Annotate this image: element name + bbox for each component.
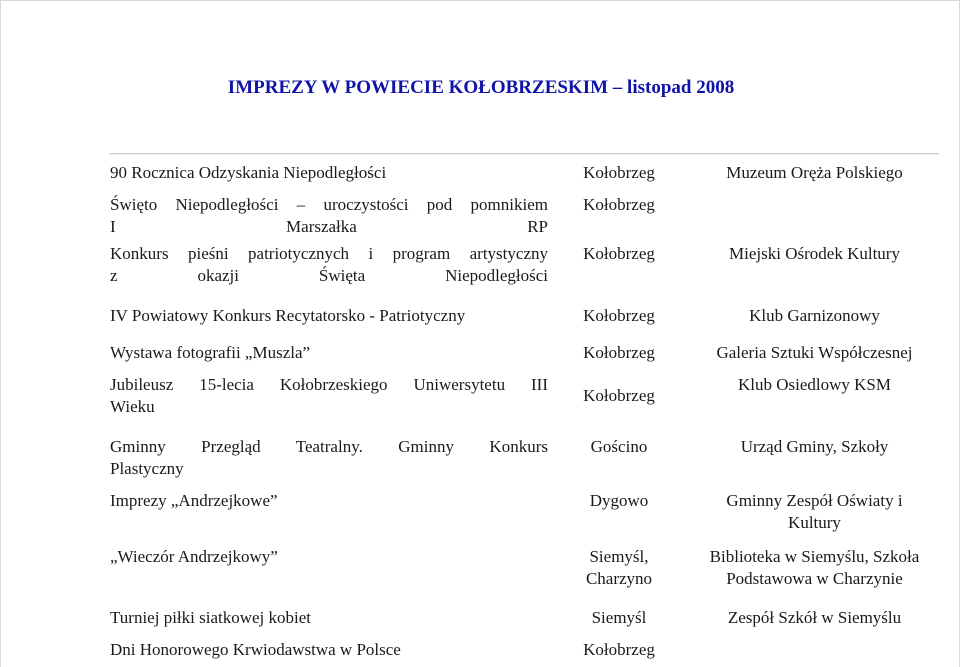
table-row: [110, 433, 939, 489]
event-name: Wystawa fotografii „Muszla”: [110, 343, 311, 362]
event-name-line: Plastyczny: [110, 459, 184, 478]
event-name-line: Wieku: [110, 397, 155, 416]
event-organizer-line: Podstawowa w Charzynie: [726, 569, 903, 588]
event-town-line: Charzyno: [585, 569, 653, 588]
event-organizer: Zespół Szkół w Siemyślu: [727, 608, 902, 627]
event-town: Dygowo: [589, 491, 649, 510]
event-organizer: Klub Osiedlowy KSM: [737, 375, 891, 394]
page-title: IMPREZY W POWIECIE KOŁOBRZESKIM – listopad 2008: [227, 77, 735, 98]
event-organizer: [690, 545, 939, 601]
event-organizer: Muzeum Oręża Polskiego: [726, 163, 903, 182]
event-organizer-line: Biblioteka w Siemyślu, Szkoła: [709, 547, 920, 566]
event-organizer-line: Gminny Zespół Oświaty i: [726, 491, 903, 510]
table-row: [110, 295, 939, 337]
event-organizer: Miejski Ośrodek Kultury: [729, 244, 900, 263]
event-name: Dni Honorowego Krwiodawstwa w Polsce: [110, 640, 401, 659]
table-row: [110, 191, 939, 241]
table-row: [110, 545, 939, 601]
event-town: Kołobrzeg: [583, 163, 655, 182]
event-organizer: Urząd Gminy, Szkoły: [740, 437, 889, 456]
table-row: [110, 635, 939, 665]
event-name: 90 Rocznica Odzyskania Niepodległości: [110, 163, 387, 182]
event-town: Gościno: [590, 437, 648, 456]
event-organizer: [690, 635, 939, 665]
events-table: [110, 155, 939, 665]
event-town: Kołobrzeg: [583, 244, 655, 263]
event-name-line: Jubileusz 15-lecia Kołobrzeskiego Uniwersytetu III: [110, 375, 548, 394]
event-organizer: Klub Garnizonowy: [749, 306, 880, 325]
event-organizer: [690, 191, 939, 241]
event-town: Kołobrzeg: [583, 343, 655, 362]
event-town: Kołobrzeg: [583, 386, 655, 405]
event-name: Imprezy „Andrzejkowe”: [110, 491, 278, 510]
table-row: [110, 337, 939, 369]
event-town: Kołobrzeg: [583, 195, 655, 214]
event-town: Kołobrzeg: [583, 640, 655, 659]
event-town: Siemyśl: [591, 608, 647, 627]
event-name: Turniej piłki siatkowej kobiet: [110, 608, 312, 627]
event-town-line: Siemyśl,: [589, 547, 649, 566]
event-organizer: Galeria Sztuki Współczesnej: [716, 343, 913, 362]
event-name: „Wieczór Andrzejkowy”: [110, 547, 278, 566]
event-name: [110, 369, 548, 433]
event-organizer: [690, 489, 939, 545]
event-name-line: Konkurs pieśni patriotycznych i program artystyczny: [110, 244, 548, 263]
table-row: [110, 241, 939, 295]
event-name-line: I Marszałka RP: [110, 217, 548, 236]
event-town: [548, 545, 690, 601]
event-name-line: Święto Niepodległości – uroczystości pod pomnikiem: [110, 195, 548, 214]
event-name-line: Gminny Przegląd Teatralny. Gminny Konkurs: [110, 437, 548, 456]
table-row: [110, 601, 939, 635]
event-organizer-line: Kultury: [788, 513, 841, 532]
event-name-line: z okazji Święta Niepodległości: [110, 266, 548, 285]
event-name: IV Powiatowy Konkurs Recytatorsko - Patriotyczny: [110, 306, 466, 325]
table-row: [110, 369, 939, 433]
event-name: [110, 433, 548, 489]
table-row: [110, 155, 939, 191]
event-name: [110, 191, 548, 241]
table-row: [110, 489, 939, 545]
event-name: [110, 241, 548, 295]
event-town: Kołobrzeg: [583, 306, 655, 325]
